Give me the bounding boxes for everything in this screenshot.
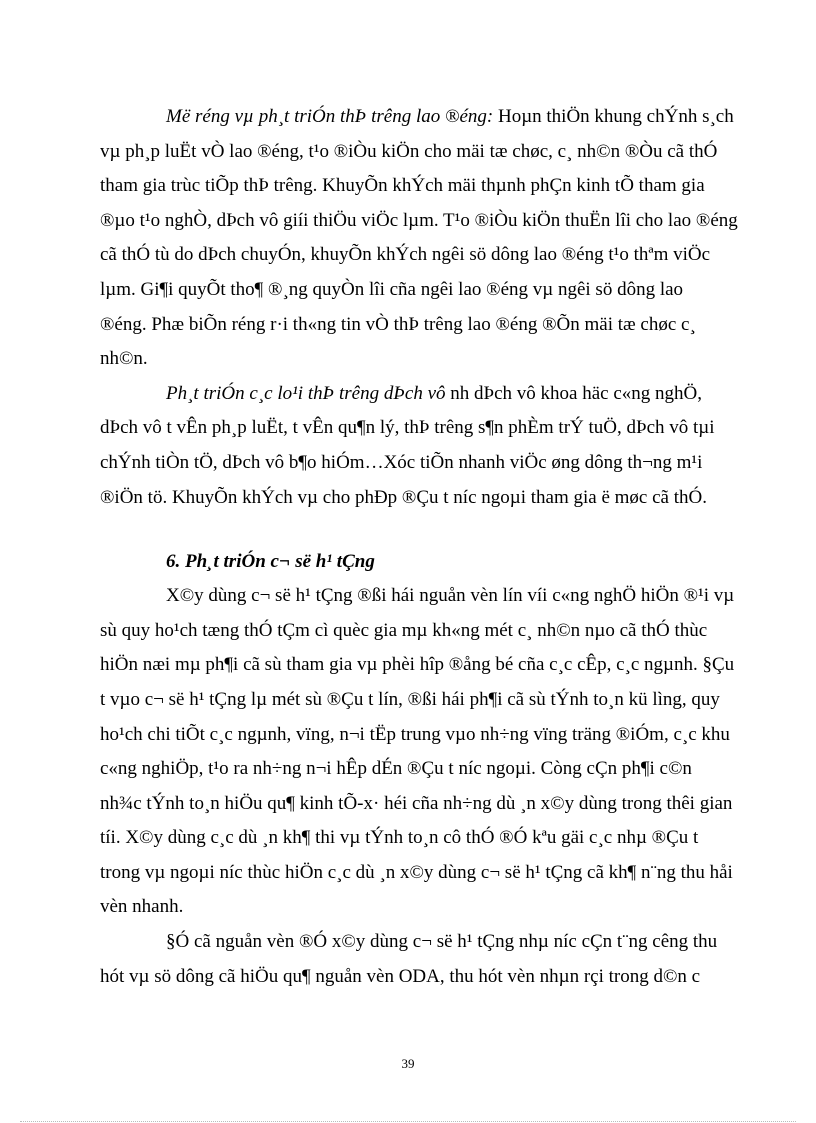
text-line: t vµo c¬ së h¹ tÇng lµ mét sù ®Çu t lín, ®ßi hái ph¶i cã sù tÝnh to¸n kü lìng, quy	[100, 688, 720, 710]
text-line: ho¹ch chi tiÕt c¸c ngµnh, vïng, n¬i tËp trung vµo nh÷ng vïng träng ®iÓm, c¸c khu	[100, 723, 730, 745]
text-line: sù quy ho¹ch tæng thÓ tÇm cì quèc gia mµ kh«ng mét c¸ nh©n nµo cã thÓ thùc	[100, 619, 708, 641]
text-line: ®éng. Phæ biÕn réng r·i th«ng tin vÒ thÞ trêng lao ®éng ®Õn mäi tæ chøc c¸	[100, 313, 696, 335]
text-line: cã thÓ tù do dÞch chuyÓn, khuyÕn khÝch ngêi sö dông lao ®éng t¹o thªm viÖc	[100, 244, 711, 266]
section-heading: 6. Ph¸t triÓn c¬ së h¹ tÇng	[166, 551, 375, 573]
paragraph-infrastructure	[100, 579, 750, 925]
text-line: vµ ph¸p luËt vÒ lao ®éng, t¹o ®iÒu kiÖn cho mäi tæ chøc, c¸ nh©n ®Òu cã thÓ	[100, 140, 718, 162]
text-line: vèn nhanh.	[100, 896, 184, 918]
text-line: tham gia trùc tiÕp thÞ trêng. KhuyÕn khÝch mäi thµnh phÇn kinh tÕ tham gia	[100, 175, 705, 197]
text-line: nh©n.	[100, 348, 148, 370]
text-line: §Ó cã nguån vèn ®Ó x©y dùng c¬ së h¹ tÇng nhµ níc cÇn t¨ng cêng thu	[166, 931, 718, 953]
text-line: ®iÖn tö. KhuyÕn khÝch vµ cho phÐp ®Çu t níc ngoµi tham gia ë møc cã thÓ.	[100, 486, 707, 508]
paragraph-funding	[100, 925, 750, 994]
paragraph-service-markets	[100, 377, 750, 515]
text-line: dÞch vô t vÊn ph¸p luËt, t vÊn qu¶n lý, thÞ trêng s¶n phÈm trÝ tuÖ, dÞch vô tµi	[100, 417, 715, 439]
text-line: chÝnh tiÒn tÖ, dÞch vô b¶o hiÓm…Xóc tiÕn nhanh viÖc øng dông th¬ng m¹i	[100, 451, 703, 473]
page-content	[100, 100, 750, 994]
paragraph-lead: Ph¸t triÓn c¸c lo¹i thÞ trêng dÞch vô	[166, 382, 446, 404]
text-line: nh¾c tÝnh to¸n hiÖu qu¶ kinh tÕ-x· héi cña nh÷ng dù ¸n x©y dùng trong thêi gian	[100, 792, 733, 814]
text-line: hiÖn næi mµ ph¶i cã sù tham gia vµ phèi hîp ®ång bé cña c¸c cÊp, c¸c ngµnh. §Çu	[100, 654, 735, 676]
text-line: nh dÞch vô khoa häc c«ng nghÖ,	[445, 382, 703, 404]
text-line: Hoµn thiÖn khung chÝnh s¸ch	[493, 106, 734, 127]
text-line: hót vµ sö dông cã hiÖu qu¶ nguån vèn ODA, thu hót vèn nhµn rçi trong d©n c	[100, 965, 701, 987]
text-line: lµm. Gi¶i quyÕt tho¶ ®¸ng quyÒn lîi cña ngêi lao ®éng vµ ngêi sö dông lao	[100, 278, 684, 300]
text-line: trong vµ ngoµi níc thùc hiÖn c¸c dù ¸n x©y dùng c¬ së h¹ tÇng cã kh¶ n¨ng thu håi	[100, 861, 733, 883]
text-line: c«ng nghiÖp, t¹o ra nh÷ng n¬i hÊp dÉn ®Çu t níc ngoµi. Còng cÇn ph¶i c©n	[100, 758, 692, 780]
paragraph-labor-market	[100, 100, 750, 377]
text-line: X©y dùng c¬ së h¹ tÇng ®ßi hái nguån vèn lín víi c«ng nghÖ hiÖn ®¹i vµ	[166, 585, 735, 607]
page-bottom-divider	[20, 1121, 796, 1122]
page-number: 39	[401, 1056, 415, 1071]
paragraph-lead: Më réng vµ ph¸t triÓn thÞ trêng lao ®éng:	[166, 106, 494, 127]
text-line: tíi. X©y dùng c¸c dù ¸n kh¶ thi vµ tÝnh to¸n cô thÓ ®Ó kªu gäi c¸c nhµ ®Çu t	[100, 827, 699, 849]
text-line: ®µo t¹o nghÒ, dÞch vô giíi thiÖu viÖc lµm. T¹o ®iÒu kiÖn thuËn lîi cho lao ®éng	[100, 209, 738, 231]
